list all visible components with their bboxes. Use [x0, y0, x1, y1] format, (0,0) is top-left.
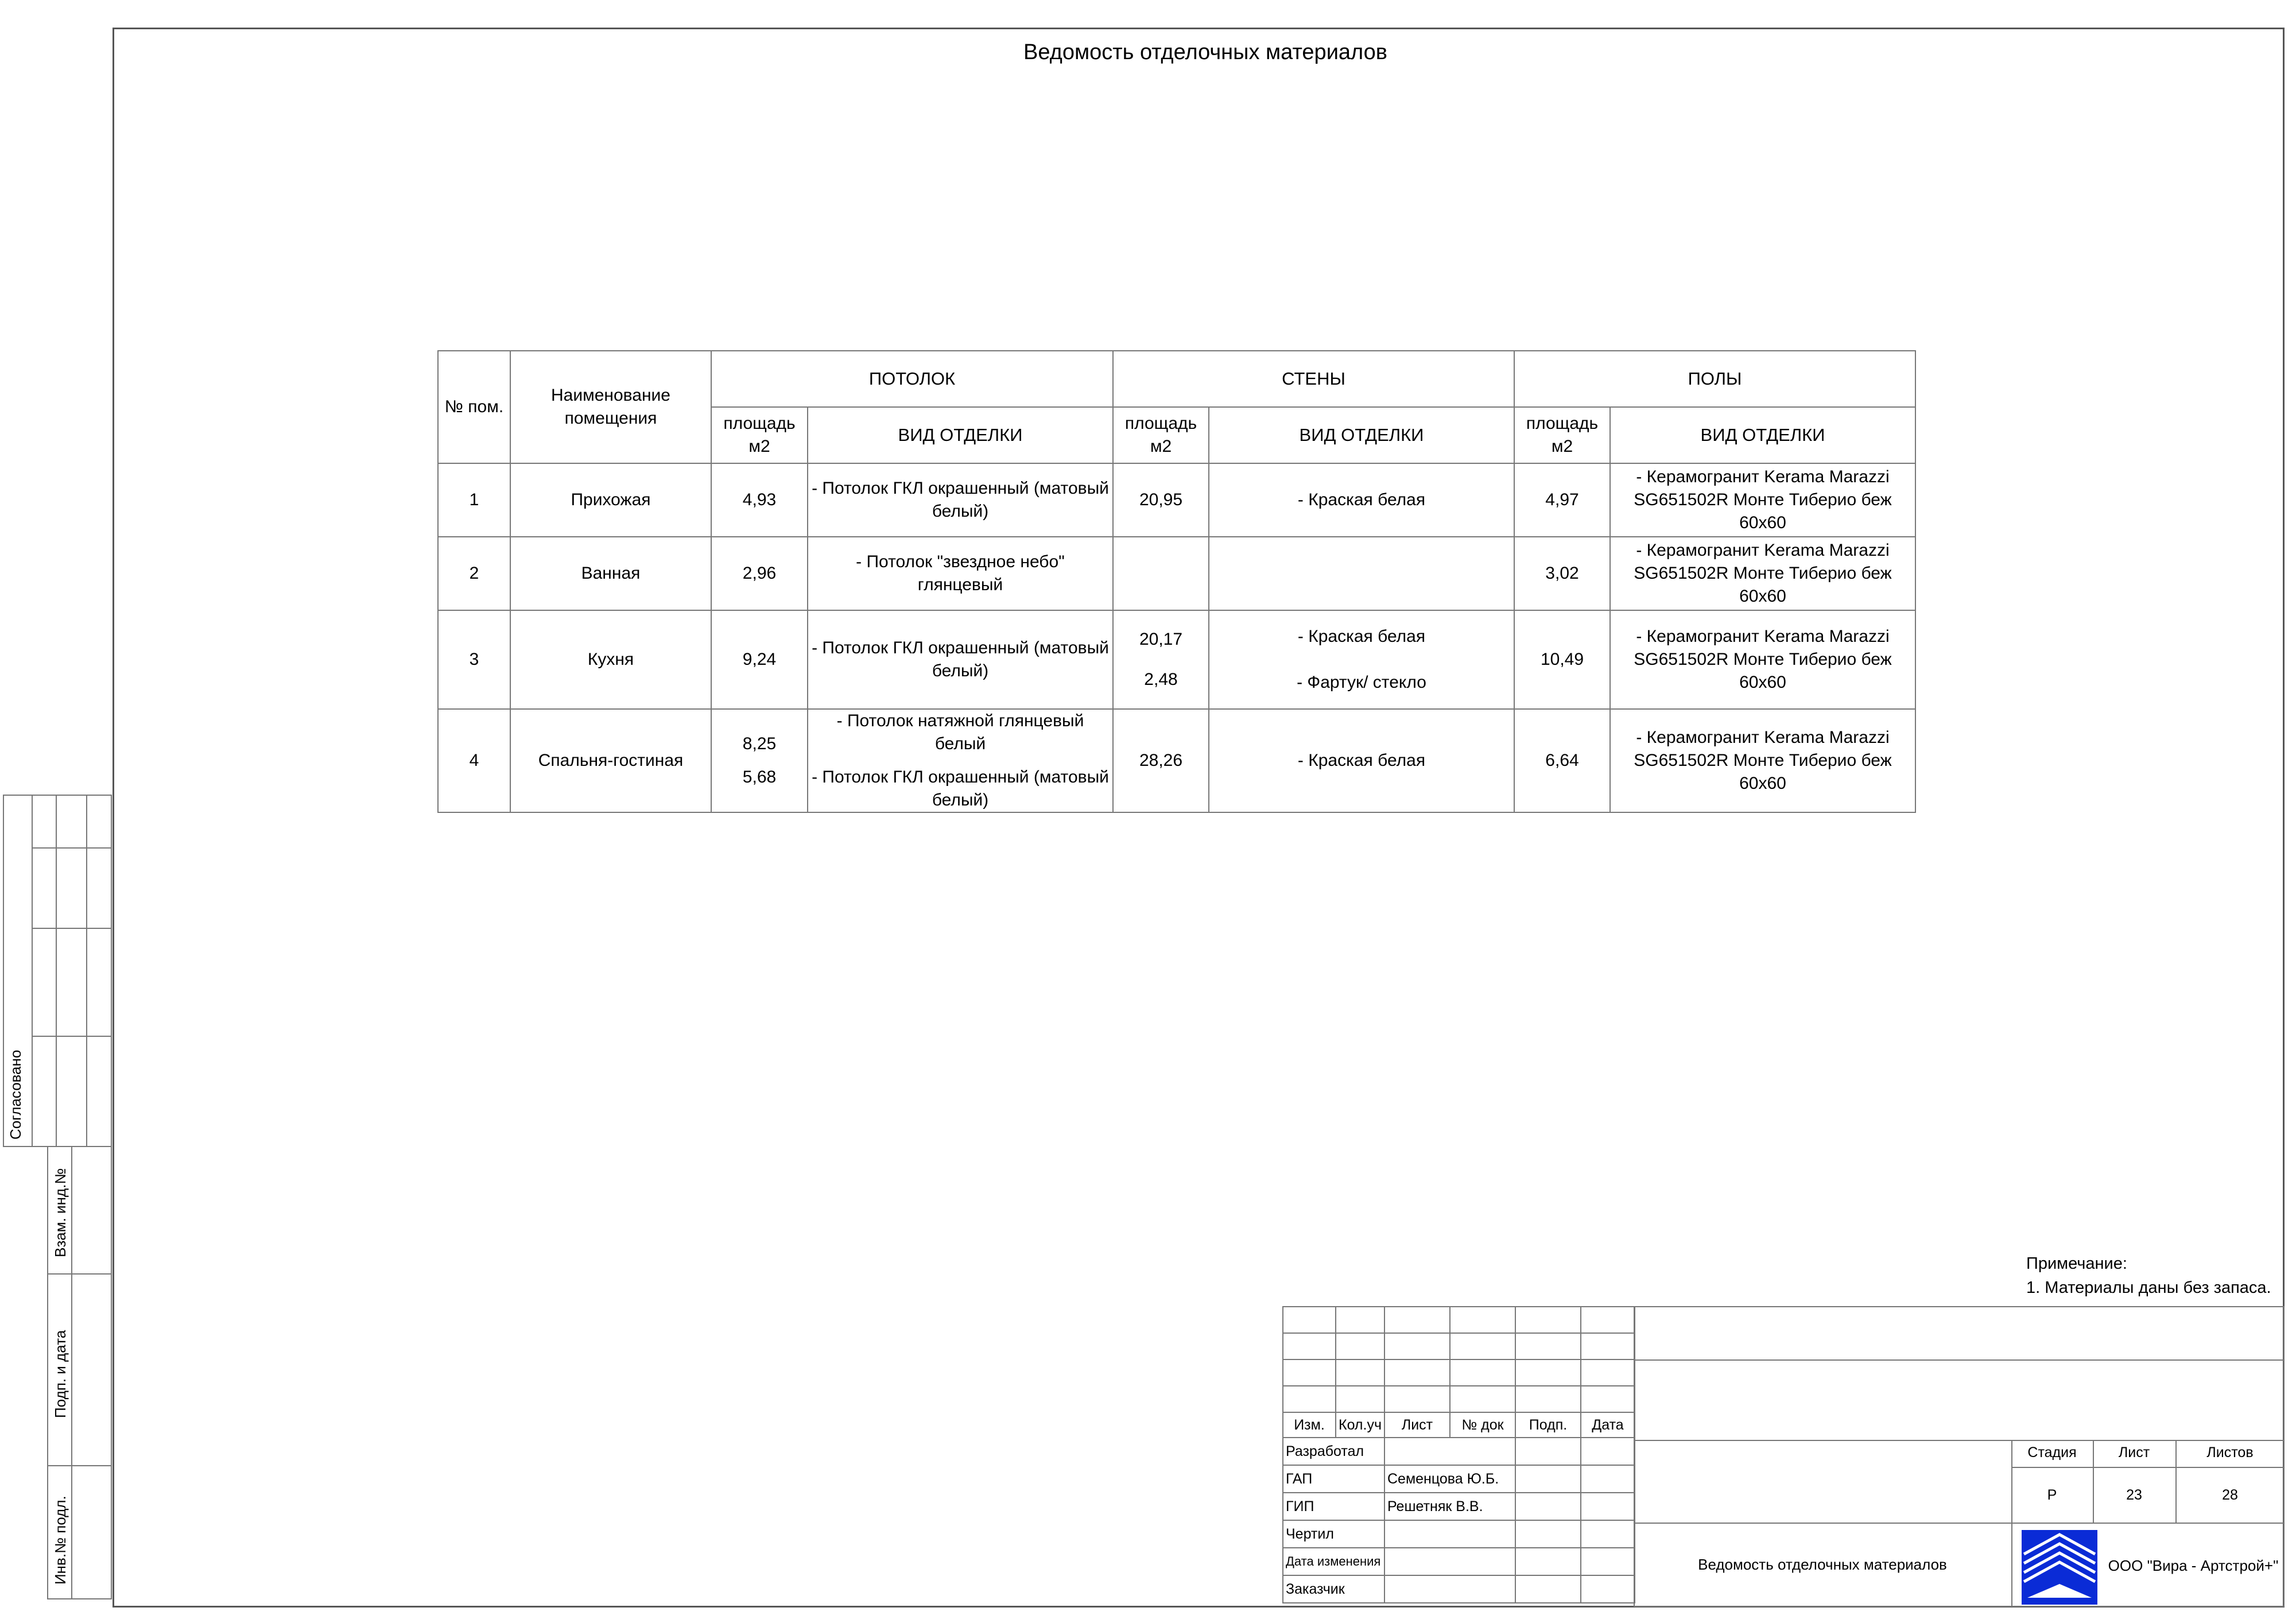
table-row	[438, 537, 1915, 610]
header-floor-area: площадь м2	[1514, 407, 1610, 463]
floor-finish: - Керамогранит Kerama Marazzi SG651502R Монте Тиберио беж 60х60	[1610, 610, 1915, 709]
stage-label: Стадия	[2027, 1444, 2077, 1461]
floor-finish: - Керамогранит Kerama Marazzi SG651502R Монте Тиберио беж 60х60	[1610, 463, 1915, 537]
room-number: 1	[438, 463, 510, 537]
finishes-table	[437, 350, 1916, 813]
header-ceiling-area: площадь м2	[711, 407, 808, 463]
note-heading: Примечание:	[2026, 1254, 2127, 1273]
wall-area: 20,95	[1113, 463, 1209, 537]
sheet-label: Лист	[2118, 1444, 2150, 1461]
role-customer: Заказчик	[1283, 1575, 1384, 1603]
gap-name: Семенцова Ю.Б.	[1384, 1465, 1515, 1493]
ceiling-area: 9,24	[711, 610, 808, 709]
wall-finish: - Краская белая	[1209, 463, 1514, 537]
role-drew: Чертил	[1283, 1520, 1384, 1548]
room-name: Ванная	[510, 537, 711, 610]
room-name: Прихожая	[510, 463, 711, 537]
stamp-divider	[47, 1273, 112, 1275]
stamp-divider	[71, 1146, 72, 1599]
table-row	[438, 709, 1915, 812]
stamp-divider	[47, 1465, 112, 1466]
title-block-revisions	[1282, 1306, 1635, 1603]
table-row	[438, 610, 1915, 709]
header-room-number: № пом.	[438, 351, 510, 463]
ceiling-finish-2: - Потолок ГКЛ окрашенный (матовый белый)	[812, 768, 1109, 809]
role-gap: ГАП	[1283, 1465, 1384, 1493]
stamp-divider	[32, 1036, 112, 1037]
floor-area: 4,97	[1514, 463, 1610, 537]
wall-area-apron: 2,48	[1144, 670, 1178, 689]
sheet-value: 23	[2126, 1487, 2142, 1503]
note	[2026, 1252, 2271, 1300]
ceiling-area-cell	[711, 709, 808, 812]
wall-finish	[1209, 537, 1514, 610]
header-wall-area: площадь м2	[1113, 407, 1209, 463]
stamp-divider	[32, 928, 112, 929]
note-line: 1. Материалы даны без запаса.	[2026, 1279, 2271, 1297]
stamp-exchange-label: Взам. инд.№	[52, 1168, 69, 1257]
company-logo-icon	[2022, 1530, 2097, 1605]
room-number: 3	[438, 610, 510, 709]
gip-name: Решетняк В.В.	[1384, 1493, 1515, 1520]
ceiling-finish: - Потолок "звездное небо" глянцевый	[808, 537, 1113, 610]
header-room-name: Наименование помещения	[510, 351, 711, 463]
col-list: Лист	[1384, 1412, 1450, 1438]
room-name: Спальня-гостиная	[510, 709, 711, 812]
header-ceiling: ПОТОЛОК	[711, 351, 1113, 407]
room-name: Кухня	[510, 610, 711, 709]
col-kol: Кол.уч	[1336, 1412, 1384, 1438]
sheets-label: Листов	[2206, 1444, 2254, 1461]
wall-finish-cell	[1209, 610, 1514, 709]
wall-finish-apron: - Фартук/ стекло	[1297, 673, 1426, 692]
header-wall-type: ВИД ОТДЕЛКИ	[1209, 407, 1514, 463]
ceiling-finish: - Потолок ГКЛ окрашенный (матовый белый)	[808, 610, 1113, 709]
stage-value: Р	[2047, 1487, 2057, 1503]
room-number: 4	[438, 709, 510, 812]
col-sign: Подп.	[1515, 1412, 1581, 1438]
col-izm: Изм.	[1283, 1412, 1336, 1438]
ceiling-area: 4,93	[711, 463, 808, 537]
table-row	[438, 463, 1915, 537]
ceiling-finish: - Потолок натяжной глянцевый белый	[836, 711, 1084, 753]
wall-finish: - Краская белая	[1209, 709, 1514, 812]
tb-divider	[1634, 1523, 2285, 1524]
header-walls: СТЕНЫ	[1113, 351, 1514, 407]
header-floor-type: ВИД ОТДЕЛКИ	[1610, 407, 1915, 463]
ceiling-finish: - Потолок ГКЛ окрашенный (матовый белый)	[808, 463, 1113, 537]
tb-divider	[2011, 1440, 2012, 1607]
tb-divider	[1634, 1359, 2285, 1361]
stamp-original-label: Инв.№ подл.	[52, 1496, 69, 1585]
floor-area: 10,49	[1514, 610, 1610, 709]
stamp-agreed-label: Согласовано	[7, 1049, 24, 1140]
wall-finish: - Краская белая	[1297, 627, 1426, 646]
stamp-divider	[32, 847, 112, 849]
col-date: Дата	[1581, 1412, 1635, 1438]
role-change-date: Дата изменения	[1283, 1548, 1384, 1575]
ceiling-finish-cell	[808, 709, 1113, 812]
floor-area: 3,02	[1514, 537, 1610, 610]
tb-divider	[2011, 1440, 2285, 1441]
tb-divider	[2011, 1467, 2285, 1468]
room-number: 2	[438, 537, 510, 610]
ceiling-area-2: 5,68	[742, 768, 777, 787]
wall-area	[1113, 537, 1209, 610]
floor-finish: - Керамогранит Kerama Marazzi SG651502R Монте Тиберио беж 60х60	[1610, 537, 1915, 610]
header-floors: ПОЛЫ	[1514, 351, 1915, 407]
role-gip: ГИП	[1283, 1493, 1384, 1520]
ceiling-area: 2,96	[711, 537, 808, 610]
col-doc: № док	[1450, 1412, 1515, 1438]
wall-area: 20,17	[1139, 630, 1183, 649]
company-name: ООО "Вира - Артстрой+"	[2108, 1557, 2279, 1574]
sheets-value: 28	[2222, 1487, 2238, 1503]
wall-area: 28,26	[1113, 709, 1209, 812]
floor-finish: - Керамогранит Kerama Marazzi SG651502R Монте Тиберио беж 60х60	[1610, 709, 1915, 812]
floor-area: 6,64	[1514, 709, 1610, 812]
ceiling-area: 8,25	[742, 734, 777, 753]
stamp-sign-date-label: Подп. и дата	[52, 1330, 69, 1418]
drawing-name: Ведомость отделочных материалов	[1698, 1556, 1947, 1573]
wall-area-cell	[1113, 610, 1209, 709]
header-ceiling-type: ВИД ОТДЕЛКИ	[808, 407, 1113, 463]
role-developed: Разработал	[1283, 1438, 1384, 1465]
page-title: Ведомость отделочных материалов	[1023, 40, 1387, 64]
